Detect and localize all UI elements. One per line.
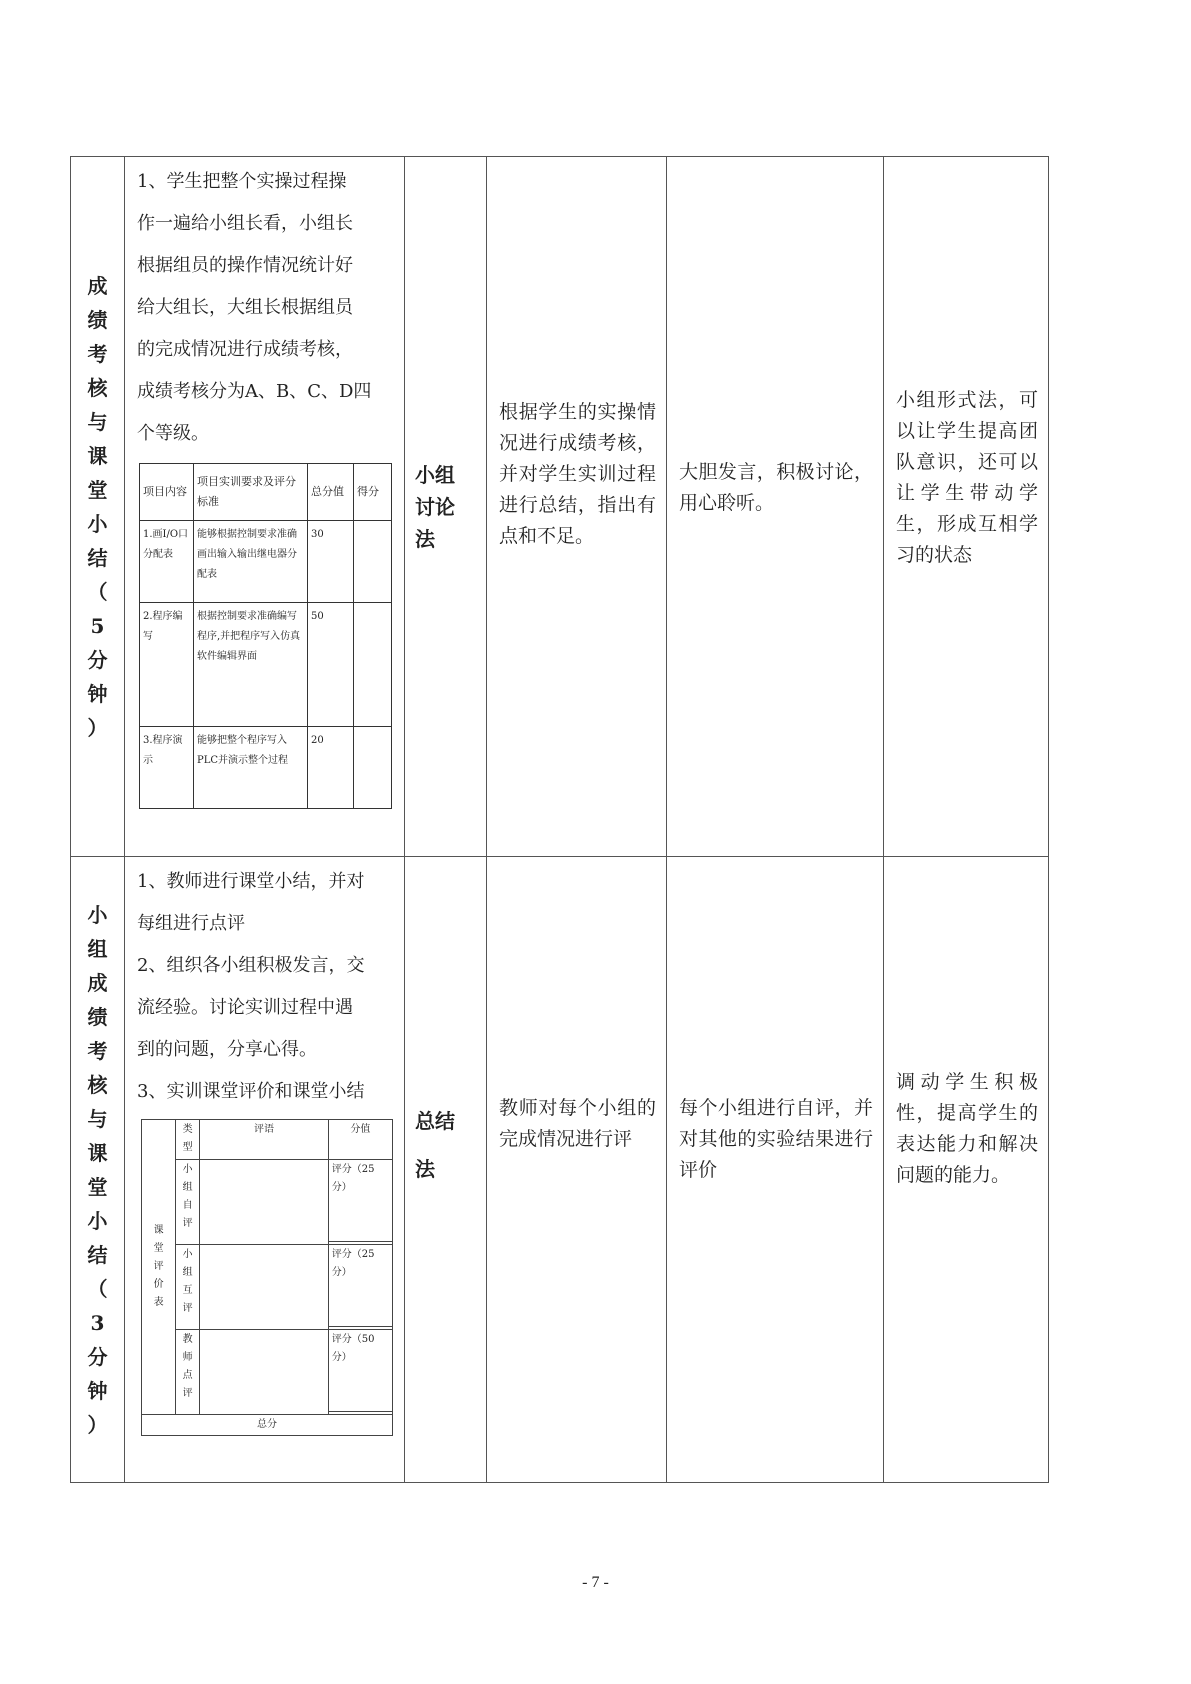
evaluation-group-char: 组: [182, 1267, 193, 1278]
stage-char: 与: [87, 409, 108, 434]
evaluation-comment: [200, 1245, 329, 1330]
evaluation-side-char: 堂: [153, 1243, 164, 1254]
design-intent-text: 小组形式法，可以让学生提高团队意识，还可以让学生带动学生，形成互相学习的状态: [896, 389, 1038, 566]
stage-label: [88, 269, 108, 745]
stage-char: 堂: [87, 1174, 108, 1199]
evaluation-side-char: 表: [153, 1297, 164, 1308]
stage-char: ）: [87, 715, 108, 740]
table-row: [140, 727, 392, 809]
stage-char: 课: [87, 443, 108, 468]
stage-char: 堂: [87, 477, 108, 502]
evaluation-header-score: 分值: [328, 1120, 392, 1160]
stage-char: 核: [87, 1072, 108, 1097]
evaluation-header-comment: 评语: [200, 1120, 329, 1160]
grading-header-item: 项目内容: [140, 464, 194, 521]
method-label: [415, 459, 482, 555]
evaluation-header-type: [176, 1120, 200, 1160]
evaluation-group-label: [176, 1330, 200, 1415]
grading-score: [354, 727, 392, 809]
method-line: 小组: [415, 463, 455, 487]
evaluation-score: 评分（25分）: [328, 1245, 392, 1327]
activity-line: 流经验。讨论实训过程中遇: [137, 997, 353, 1018]
activity-text: [137, 161, 396, 455]
grading-requirement: 能够根据控制要求准确画出输入输出继电器分配表: [194, 521, 308, 603]
activity-line: 2、组织各小组积极发言，交: [137, 955, 365, 976]
evaluation-group-char: 小: [182, 1164, 193, 1175]
table-row: [71, 157, 1049, 857]
stage-cell: [71, 157, 125, 857]
table-row: [140, 521, 392, 603]
grading-requirement: 根据控制要求准确编写程序,并把程序写入仿真软件编辑界面: [194, 603, 308, 727]
design-intent-text: 调动学生积极性，提高学生的表达能力和解决问题的能力。: [896, 1071, 1038, 1186]
activity-content-cell: [125, 857, 405, 1483]
evaluation-score: 评分（50分）: [328, 1330, 392, 1412]
stage-char: 小: [87, 902, 108, 927]
table-row: [140, 603, 392, 727]
evaluation-group-char: 组: [182, 1182, 193, 1193]
evaluation-group-char: 自: [182, 1200, 193, 1211]
grading-header-requirement: 项目实训要求及评分标准: [194, 464, 308, 521]
stage-char: 钟: [87, 1378, 108, 1403]
page-number: - 7 -: [582, 1574, 609, 1591]
grading-header-total: 总分值: [308, 464, 354, 521]
method-line: 法: [415, 527, 435, 551]
grading-item: 3.程序演示: [140, 727, 194, 809]
stage-char: （: [87, 1276, 108, 1301]
stage-label: [88, 898, 108, 1442]
evaluation-side-char: 价: [153, 1279, 164, 1290]
activity-line: 根据组员的操作情况统计好: [137, 255, 353, 276]
method-cell: [405, 857, 487, 1483]
evaluation-group-char: 小: [182, 1249, 193, 1260]
evaluation-side-char: 评: [153, 1261, 164, 1272]
design-intent-cell: [884, 857, 1049, 1483]
design-intent-cell: [884, 157, 1049, 857]
grading-header-score: 得分: [354, 464, 392, 521]
stage-char: 3: [90, 1310, 105, 1335]
method-label: [415, 1097, 482, 1193]
grading-table-header: [140, 464, 392, 521]
stage-char: 分: [87, 647, 108, 672]
method-line: 讨论: [415, 495, 455, 519]
grading-total: 30: [308, 521, 354, 603]
activity-line: 1、学生把整个实操过程操: [137, 171, 347, 192]
grading-requirement: 能够把整个程序写入PLC并演示整个过程: [194, 727, 308, 809]
stage-char: 5: [90, 613, 105, 638]
activity-line: 个等级。: [137, 423, 209, 444]
activity-line: 到的问题，分享心得。: [137, 1039, 317, 1060]
stage-char: 组: [87, 936, 108, 961]
evaluation-group-label: [176, 1245, 200, 1330]
stage-char: 小: [87, 511, 108, 536]
stage-char: 小: [87, 1208, 108, 1233]
evaluation-side-char: 课: [153, 1225, 164, 1236]
evaluation-type-char: 型: [182, 1142, 193, 1153]
activity-line: 给大组长，大组长根据组员: [137, 297, 353, 318]
teacher-activity-cell: [487, 857, 667, 1483]
stage-char: 核: [87, 375, 108, 400]
student-activity-text: 每个小组进行自评，并对其他的实验结果进行评价: [679, 1097, 873, 1181]
evaluation-group-label: [176, 1160, 200, 1245]
evaluation-total-row: [142, 1415, 393, 1436]
evaluation-group-char: 评: [182, 1303, 193, 1314]
table-row: [142, 1160, 393, 1242]
table-row: [142, 1245, 393, 1327]
activity-text: [137, 861, 396, 1113]
teacher-activity-text: 教师对每个小组的完成情况进行评: [499, 1097, 656, 1150]
teacher-activity-cell: [487, 157, 667, 857]
evaluation-group-char: 师: [182, 1352, 193, 1363]
stage-char: 与: [87, 1106, 108, 1131]
student-activity-text: 大胆发言，积极讨论，用心聆听。: [679, 461, 873, 514]
stage-char: 绩: [87, 1004, 108, 1029]
evaluation-type-char: 类: [182, 1124, 193, 1135]
stage-char: 课: [87, 1140, 108, 1165]
grading-item: 2.程序编写: [140, 603, 194, 727]
student-activity-cell: [667, 857, 884, 1483]
evaluation-group-char: 评: [182, 1388, 193, 1399]
stage-char: 考: [87, 341, 108, 366]
activity-line: 的完成情况进行成绩考核，: [137, 339, 353, 360]
evaluation-table: [141, 1119, 393, 1436]
evaluation-score: 评分（25分）: [328, 1160, 392, 1242]
activity-line: 每组进行点评: [137, 913, 245, 934]
evaluation-group-char: 互: [182, 1285, 193, 1296]
activity-line: 作一遍给小组长看，小组长: [137, 213, 353, 234]
grading-score: [354, 603, 392, 727]
evaluation-group-char: 教: [182, 1334, 193, 1345]
stage-char: 钟: [87, 681, 108, 706]
activity-line: 成绩考核分为A、B、C、D四: [137, 381, 372, 402]
evaluation-comment: [200, 1330, 329, 1415]
evaluation-group-char: 评: [182, 1218, 193, 1229]
grading-item: 1.画I/O口分配表: [140, 521, 194, 603]
stage-char: 成: [87, 273, 108, 298]
activity-line: 3、实训课堂评价和课堂小结: [137, 1081, 365, 1102]
stage-char: ）: [87, 1412, 108, 1437]
evaluation-side-label: [142, 1120, 176, 1415]
grading-score: [354, 521, 392, 603]
lesson-plan-table: [70, 156, 1049, 1483]
method-cell: [405, 157, 487, 857]
student-activity-cell: [667, 157, 884, 857]
evaluation-total: 总分: [142, 1415, 393, 1436]
activity-content-cell: [125, 157, 405, 857]
method-line: 总结: [415, 1109, 455, 1133]
stage-cell: [71, 857, 125, 1483]
stage-char: （: [87, 579, 108, 604]
evaluation-header-row: [142, 1120, 393, 1160]
evaluation-comment: [200, 1160, 329, 1245]
stage-char: 结: [87, 1242, 108, 1267]
stage-char: 结: [87, 545, 108, 570]
method-line: 法: [415, 1157, 435, 1181]
table-row: [142, 1330, 393, 1412]
grading-total: 50: [308, 603, 354, 727]
stage-char: 考: [87, 1038, 108, 1063]
teacher-activity-text: 根据学生的实操情况进行成绩考核，并对学生实训过程进行总结，指出有点和不足。: [499, 401, 656, 547]
evaluation-group-char: 点: [182, 1370, 193, 1381]
grading-total: 20: [308, 727, 354, 809]
table-row: [71, 857, 1049, 1483]
stage-char: 分: [87, 1344, 108, 1369]
grading-table: [139, 463, 392, 809]
stage-char: 成: [87, 970, 108, 995]
stage-char: 绩: [87, 307, 108, 332]
activity-line: 1、教师进行课堂小结，并对: [137, 871, 365, 892]
